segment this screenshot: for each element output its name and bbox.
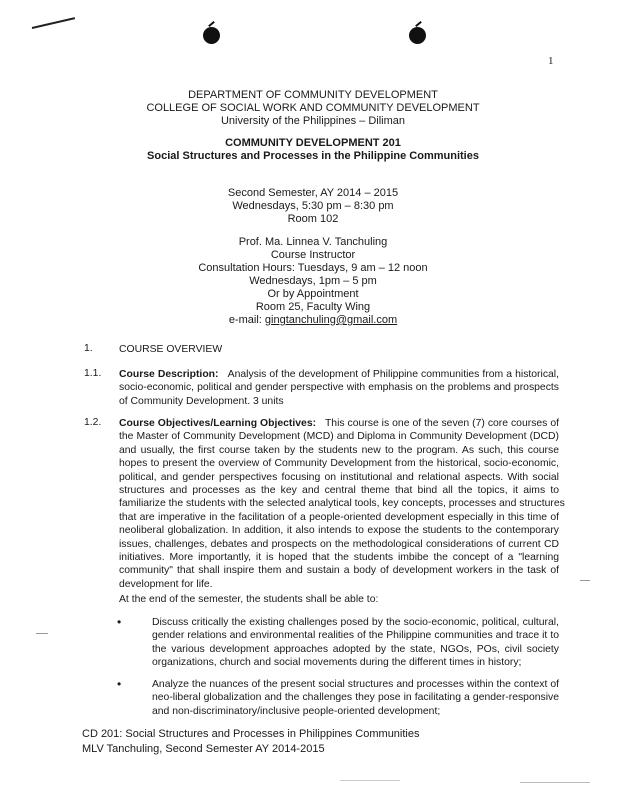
course-objectives: Course Objectives/Learning Objectives: This course is one of the seven (7) core courses of the Master of Community Development (MCD) and Diploma in Community Development (DCD) and usually, the first course taken by the students new to the program. As such, this course hopes to present the overview of Community Development from the historical, socio-economic, political, and gender perspectives focusing on institutional and relational aspects. With social structures and processes as the key and central theme that bind all the topics, it aims to familiarize the students with the selected analytical tools, key concepts, processes and structures that are imperative in the facilitation of a people-oriented development especially in this time of neoliberal globalization. In addition, it also intends to expose the students to the contemporary issues, challenges, debates and prospects on the methodological considerations of current CD initiatives. More importantly, it is hoped that the students imbibe the concept of a "learning community" that shall inspire them and sustain a body of development workers in the task of development for life. [119, 418, 565, 590]
professor-role: Course Instructor [270, 249, 356, 261]
class-schedule: Wednesdays, 5:30 pm – 8:30 pm [232, 200, 394, 212]
instructor-block [0, 236, 626, 327]
section-title: COURSE OVERVIEW [119, 344, 223, 355]
consultation-hours: Consultation Hours: Tuesdays, 9 am – 12 noon [198, 262, 428, 274]
scan-speck [520, 782, 590, 783]
semester: Second Semester, AY 2014 – 2015 [227, 187, 399, 199]
subsection-number: 1.2. [84, 417, 102, 428]
email-line [0, 314, 626, 327]
department-name: DEPARTMENT OF COMMUNITY DEVELOPMENT [188, 89, 438, 101]
email-link[interactable]: gingtanchuling@gmail.com [264, 314, 398, 326]
pen-mark [32, 17, 75, 29]
course-description-heading: Course Description: [119, 369, 219, 380]
schedule-block [0, 187, 626, 226]
course-title: Social Structures and Processes in the Philippine Communities [147, 150, 479, 162]
footer-course: CD 201: Social Structures and Processes in Philippines Communities [82, 728, 420, 740]
course-header [0, 137, 626, 163]
scan-speck [340, 780, 400, 781]
bullet-icon: • [117, 615, 122, 629]
page-number: 1 [548, 55, 554, 67]
scan-speck [580, 580, 590, 581]
punch-hole-icon [203, 27, 220, 44]
course-description: Course Description: Analysis of the development of Philippine communities from a historical, socio-economic, political and gender perspective with emphasis on the problems and prospects of Community Development. 3 units [119, 369, 559, 407]
objective-item: Analyze the nuances of the present social structures and processes within the context of neo-liberal globalization and the challenges they pose in facilitating a gender-responsive and non-discriminatory/inclusive people-oriented development; [152, 679, 559, 717]
subsection-number: 1.1. [84, 368, 102, 379]
university-name: University of the Philippines – Diliman [220, 115, 406, 127]
consultation-hours-2: Wednesdays, 1pm – 5 pm [249, 275, 377, 287]
page-footer [82, 727, 420, 757]
college-name: COLLEGE OF SOCIAL WORK AND COMMUNITY DEVELOPMENT [146, 102, 480, 114]
class-room: Room 102 [287, 213, 339, 225]
objective-item: Discuss critically the existing challenges posed by the socio-economic, political, cultural, gender relations and environmental realities of the Philippine communities and trace it to the various development approaches adopted by the state, NGOs, POs, civil society organizations, church and social movements during the different times in history; [152, 617, 559, 669]
scan-speck [36, 633, 48, 634]
punch-hole-icon [409, 27, 426, 44]
section-number: 1. [84, 343, 93, 354]
bullet-icon: • [117, 677, 122, 691]
appointment-note: Or by Appointment [267, 288, 359, 300]
office-room: Room 25, Faculty Wing [255, 301, 371, 313]
professor-name: Prof. Ma. Linnea V. Tanchuling [238, 236, 388, 248]
institution-header [0, 89, 626, 128]
course-objectives-heading: Course Objectives/Learning Objectives: [119, 418, 317, 429]
footer-author: MLV Tanchuling, Second Semester AY 2014-2015 [82, 743, 325, 755]
objectives-intro: At the end of the semester, the students shall be able to: [119, 594, 379, 605]
course-code: COMMUNITY DEVELOPMENT 201 [225, 137, 401, 149]
email-label: e-mail: [228, 314, 262, 326]
